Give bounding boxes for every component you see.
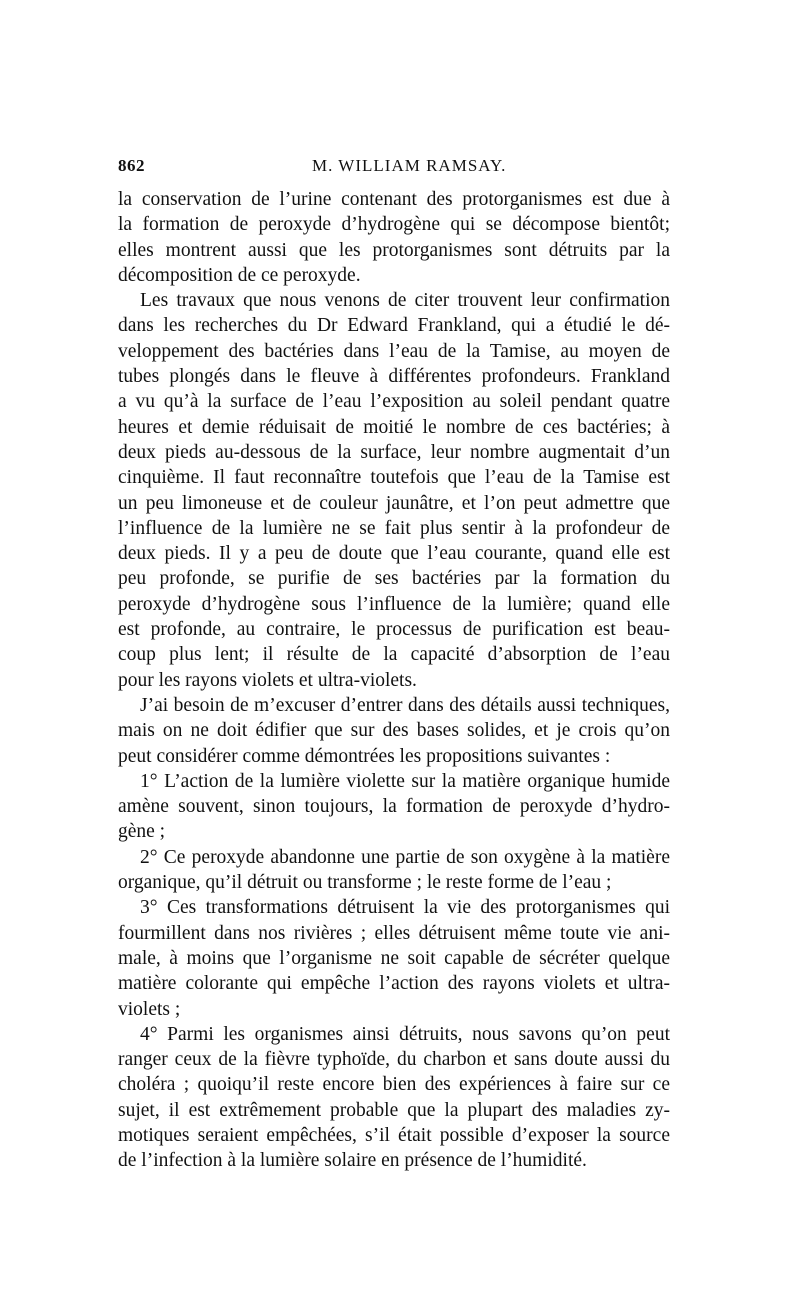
text-line: deux pieds au-dessous de la surface, leur nombre augmentait d’un bbox=[118, 441, 670, 463]
text-line: veloppement des bactéries dans l’eau de la Tamise, au moyen de bbox=[118, 340, 670, 362]
text-line: mais on ne doit édifier que sur des bases solides, et je crois qu’on bbox=[118, 720, 670, 742]
numbered-proposition-1 bbox=[118, 769, 670, 845]
text-line: organique, qu’il détruit ou transforme ; le reste forme de l’eau ; bbox=[118, 872, 612, 894]
text-line: 1° L’action de la lumière violette sur la matière organique humide bbox=[140, 770, 670, 792]
text-line: matière colorante qui empêche l’action des rayons violets et ultra- bbox=[118, 973, 670, 995]
numbered-proposition-3 bbox=[118, 895, 670, 1021]
text-line: 3° Ces transformations détruisent la vie des protorganismes qui bbox=[140, 897, 670, 919]
numbered-proposition-4 bbox=[118, 1022, 670, 1174]
text-line: 4° Parmi les organismes ainsi détruits, nous savons qu’on peut bbox=[140, 1023, 670, 1045]
text-line: décomposition de ce peroxyde. bbox=[118, 264, 361, 286]
text-line: sujet, il est extrêmement probable que la plupart des maladies zy- bbox=[118, 1099, 670, 1121]
running-head: M. WILLIAM RAMSAY. bbox=[312, 156, 507, 175]
text-line: 2° Ce peroxyde abandonne une partie de son oxygène à la matière bbox=[140, 846, 670, 868]
text-line: fourmillent dans nos rivières ; elles détruisent même toute vie ani- bbox=[118, 922, 670, 944]
paragraph bbox=[118, 187, 670, 288]
body-text bbox=[118, 187, 670, 1174]
text-line: tubes plongés dans le fleuve à différentes profondeurs. Frankland bbox=[118, 366, 670, 388]
text-line: peut considérer comme démontrées les propositions suivantes : bbox=[118, 745, 611, 767]
text-line: l’influence de la lumière ne se fait plus sentir à la profondeur de bbox=[118, 517, 670, 539]
text-line: est profonde, au contraire, le processus de purification est beau- bbox=[118, 619, 670, 641]
text-line: coup plus lent; il résulte de la capacité d’absorption de l’eau bbox=[118, 644, 670, 666]
paragraph bbox=[118, 693, 670, 769]
text-line: peroxyde d’hydrogène sous l’influence de la lumière; quand elle bbox=[118, 593, 670, 615]
text-line: peu profonde, se purifie de ses bactéries par la formation du bbox=[118, 568, 670, 590]
text-line: dans les recherches du Dr Edward Frankland, qui a étudié le dé- bbox=[118, 315, 670, 337]
text-line: elles montrent aussi que les protorganismes sont détruits par la bbox=[118, 239, 670, 261]
paragraph bbox=[118, 288, 670, 693]
text-line: ranger ceux de la fièvre typhoïde, du charbon et sans doute aussi du bbox=[118, 1049, 670, 1071]
text-line: un peu limoneuse et de couleur jaunâtre, et l’on peut admettre que bbox=[118, 492, 670, 514]
text-line: J’ai besoin de m’excuser d’entrer dans des détails aussi techniques, bbox=[140, 694, 670, 716]
text-line: la conservation de l’urine contenant des protorganismes est due à bbox=[118, 189, 670, 210]
page-number: 862 bbox=[118, 156, 145, 175]
text-line: de l’infection à la lumière solaire en présence de l’humidité. bbox=[118, 1150, 587, 1172]
text-line: gène ; bbox=[118, 821, 166, 843]
numbered-proposition-2 bbox=[118, 845, 670, 896]
text-line: pour les rayons violets et ultra-violets. bbox=[118, 669, 417, 691]
text-line: heures et demie réduisait de moitié le nombre de ces bactéries; à bbox=[118, 416, 670, 438]
page-header bbox=[118, 156, 670, 180]
text-line: choléra ; quoiqu’il reste encore bien des expériences à faire sur ce bbox=[118, 1074, 670, 1096]
text-line: cinquième. Il faut reconnaître toutefois que l’eau de la Tamise est bbox=[118, 467, 670, 489]
text-line: deux pieds. Il y a peu de doute que l’eau courante, quand elle est bbox=[118, 543, 670, 565]
text-line: male, à moins que l’organisme ne soit capable de sécréter quelque bbox=[118, 947, 670, 969]
text-line: violets ; bbox=[118, 998, 181, 1020]
text-line: Les travaux que nous venons de citer trouvent leur confirmation bbox=[140, 290, 670, 312]
text-line: amène souvent, sinon toujours, la formation de peroxyde d’hydro- bbox=[118, 796, 670, 818]
text-line: la formation de peroxyde d’hydrogène qui se décompose bientôt; bbox=[118, 214, 670, 236]
text-line: a vu qu’à la surface de l’eau l’exposition au soleil pendant quatre bbox=[118, 391, 670, 413]
text-line: motiques seraient empêchées, s’il était possible d’exposer la source bbox=[118, 1124, 670, 1146]
